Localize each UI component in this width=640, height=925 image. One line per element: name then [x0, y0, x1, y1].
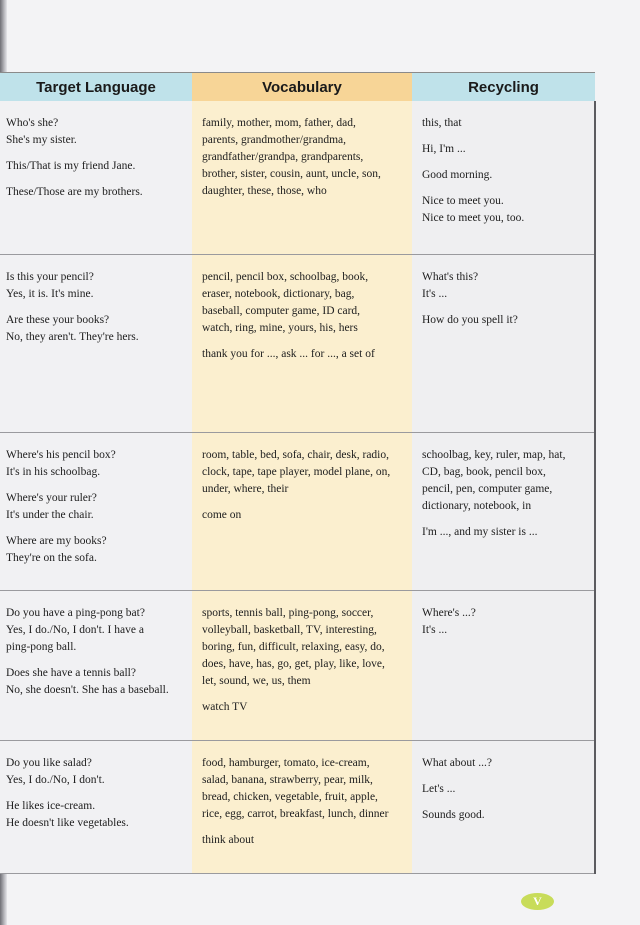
- group-spacer: [6, 789, 186, 798]
- header-vocabulary: Vocabulary: [192, 73, 412, 102]
- group-spacer: [422, 158, 588, 167]
- cell-text-line: clock, tape, tape player, model plane, on,: [202, 465, 391, 478]
- cell-text-line: He doesn't like vegetables.: [6, 816, 129, 829]
- table-row: [0, 254, 595, 432]
- cell-text-line: watch, ring, mine, yours, his, hers: [202, 321, 358, 334]
- group-spacer: [422, 132, 588, 141]
- cell-text-line: I'm ..., and my sister is ...: [422, 525, 538, 538]
- group-spacer: [202, 690, 406, 699]
- cell-text-line: thank you for ..., ask ... for ..., a set of: [202, 347, 375, 360]
- group-spacer: [202, 823, 406, 832]
- cell-text-line: watch TV: [202, 700, 248, 713]
- cell-text-line: Where's your ruler?: [6, 491, 97, 504]
- cell-text-line: It's in his schoolbag.: [6, 465, 101, 478]
- recycling-cell: [412, 432, 595, 590]
- recycling-cell: [412, 740, 595, 873]
- cell-text-line: Where are my books?: [6, 534, 107, 547]
- target-language-cell: [0, 432, 192, 590]
- cell-text-line: think about: [202, 833, 255, 846]
- cell-text-line: parents, grandmother/grandma,: [202, 134, 347, 146]
- cell-text-line: Nice to meet you.: [422, 195, 504, 207]
- cell-text-line: Yes, I do./No, I don't. I have a: [6, 623, 144, 636]
- cell-text-line: ping-pong ball.: [6, 640, 77, 653]
- cell-text-line: This/That is my friend Jane.: [6, 160, 136, 172]
- recycling-cell: [412, 101, 595, 254]
- group-spacer: [6, 481, 186, 490]
- cell-text-line: boring, fun, difficult, relaxing, easy, do,: [202, 640, 385, 653]
- table-row: [0, 101, 595, 254]
- cell-text-line: Yes, I do./No, I don't.: [6, 773, 105, 786]
- cell-text-line: Where's ...?: [422, 606, 476, 619]
- cell-text-line: pencil, pencil box, schoolbag, book,: [202, 270, 369, 283]
- vocabulary-cell: [192, 101, 412, 254]
- target-language-cell: [0, 590, 192, 740]
- cell-text-line: Does she have a tennis ball?: [6, 666, 136, 679]
- cell-text-line: He likes ice-cream.: [6, 799, 96, 812]
- table-body: [0, 101, 595, 873]
- cell-text-line: Sounds good.: [422, 808, 485, 821]
- cell-text-line: Do you have a ping-pong bat?: [6, 606, 145, 619]
- group-spacer: [422, 772, 588, 781]
- cell-text-line: Who's she?: [6, 117, 59, 129]
- target-language-cell: [0, 740, 192, 873]
- cell-text-line: They're on the sofa.: [6, 551, 97, 564]
- group-spacer: [422, 303, 588, 312]
- cell-text-line: brother, sister, cousin, aunt, uncle, son,: [202, 168, 381, 180]
- header-target-language: Target Language: [0, 73, 192, 102]
- group-spacer: [6, 149, 186, 158]
- cell-text-line: What about ...?: [422, 756, 492, 769]
- cell-text-line: pencil, pen, computer game,: [422, 482, 553, 495]
- cell-text-line: room, table, bed, sofa, chair, desk, radio,: [202, 448, 389, 461]
- target-language-cell: [0, 254, 192, 432]
- syllabus-table-container: [0, 72, 595, 872]
- cell-text-line: does, have, has, go, get, play, like, love,: [202, 657, 385, 670]
- cell-text-line: It's under the chair.: [6, 508, 94, 521]
- recycling-cell: [412, 590, 595, 740]
- cell-text-line: sports, tennis ball, ping-pong, soccer,: [202, 606, 374, 619]
- cell-text-line: What's this?: [422, 270, 479, 283]
- cell-text-line: CD, bag, book, pencil box,: [422, 465, 546, 478]
- header-row: [0, 73, 595, 102]
- cell-text-line: Hi, I'm ...: [422, 143, 466, 155]
- group-spacer: [6, 303, 186, 312]
- cell-text-line: schoolbag, key, ruler, map, hat,: [422, 448, 566, 461]
- cell-text-line: Do you like salad?: [6, 756, 92, 769]
- cell-text-line: It's ...: [422, 623, 448, 636]
- group-spacer: [6, 656, 186, 665]
- cell-text-line: These/Those are my brothers.: [6, 186, 143, 198]
- header-recycling: Recycling: [412, 73, 595, 102]
- cell-text-line: grandfather/grandpa, grandparents,: [202, 151, 364, 163]
- group-spacer: [6, 524, 186, 533]
- group-spacer: [202, 498, 406, 507]
- cell-text-line: No, they aren't. They're hers.: [6, 330, 139, 343]
- group-spacer: [422, 798, 588, 807]
- cell-text-line: come on: [202, 508, 242, 521]
- cell-text-line: Is this your pencil?: [6, 270, 94, 283]
- vocabulary-cell: [192, 432, 412, 590]
- group-spacer: [422, 184, 588, 193]
- cell-text-line: volleyball, basketball, TV, interesting,: [202, 623, 377, 636]
- cell-text-line: daughter, these, those, who: [202, 185, 327, 197]
- cell-text-line: family, mother, mom, father, dad,: [202, 117, 356, 129]
- group-spacer: [6, 175, 186, 184]
- vocabulary-cell: [192, 740, 412, 873]
- table-row: [0, 740, 595, 873]
- recycling-cell: [412, 254, 595, 432]
- cell-text-line: It's ...: [422, 287, 448, 300]
- cell-text-line: baseball, computer game, ID card,: [202, 304, 361, 317]
- cell-text-line: How do you spell it?: [422, 313, 518, 326]
- cell-text-line: rice, egg, carrot, breakfast, lunch, dinner: [202, 807, 389, 820]
- cell-text-line: Are these your books?: [6, 313, 110, 326]
- cell-text-line: this, that: [422, 117, 462, 129]
- page-number-badge: V: [521, 893, 554, 910]
- target-language-cell: [0, 101, 192, 254]
- table-row: [0, 590, 595, 740]
- cell-text-line: Good morning.: [422, 169, 493, 181]
- vocabulary-cell: [192, 590, 412, 740]
- cell-text-line: under, where, their: [202, 482, 289, 495]
- group-spacer: [202, 337, 406, 346]
- vocabulary-cell: [192, 254, 412, 432]
- cell-text-line: food, hamburger, tomato, ice-cream,: [202, 756, 370, 769]
- cell-text-line: Where's his pencil box?: [6, 448, 116, 461]
- cell-text-line: salad, banana, strawberry, pear, milk,: [202, 773, 373, 786]
- syllabus-table: [0, 72, 596, 874]
- cell-text-line: No, she doesn't. She has a baseball.: [6, 683, 169, 696]
- cell-text-line: Let's ...: [422, 782, 456, 795]
- cell-text-line: bread, chicken, vegetable, fruit, apple,: [202, 790, 378, 803]
- table-row: [0, 432, 595, 590]
- cell-text-line: Yes, it is. It's mine.: [6, 287, 94, 300]
- cell-text-line: She's my sister.: [6, 134, 77, 146]
- cell-text-line: let, sound, we, us, them: [202, 674, 311, 687]
- group-spacer: [422, 515, 588, 524]
- cell-text-line: dictionary, notebook, in: [422, 499, 532, 512]
- cell-text-line: eraser, notebook, dictionary, bag,: [202, 287, 355, 300]
- cell-text-line: Nice to meet you, too.: [422, 212, 525, 224]
